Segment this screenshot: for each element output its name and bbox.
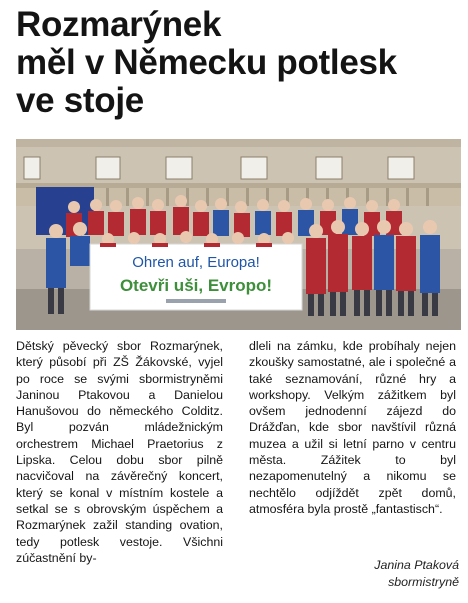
article-column-2 [249,338,456,517]
headline-line-1: Rozmarýnek [16,5,222,44]
author-name: Janina Ptaková [374,558,459,572]
author-role: sbormistryně [388,574,459,589]
article-column-1 [16,338,223,566]
article-paragraph-1: Dětský pěvecký sbor Rozmarýnek, který působí při ZŠ Žákovské, vyjel po roce se svými sbormistryněmi Janinou Ptakovou a Danielou Hanušovou do německého Colditz. Byl pozván mládežnickým orchestrem Michael Praetorius z Lipska. Celou dobu sbor pilně nacvičoval na závěrečný koncert, který se konal v místním kostele a setkal se s obrovským úspěchem a Rozmarýnek zažil standing ovation, tedy potlesk vestoje. Všichni zúčastnění by- [16,339,223,565]
banner-text-czech: Otevři uši, Evropo! [119,276,273,295]
headline-line-3: ve stoje [16,81,144,120]
article-body [16,338,462,588]
banner-text-german: Ohren auf, Europa! [132,254,260,271]
article-paragraph-2: dleli na zámku, kde probíhaly nejen zkoušky samostatné, ale i společné a také seznamování, různé hry a workshopy. Velkým zážitkem byl ovšem jednodenní zájezd do Drážďan, kde sbor navštívil různá muzea a užil si letní parno v centru města. Zážitek to byl nezapomenutelný a nikomu se nechtělo odjíždět zpět domů, atmosféra byla prostě „fantastisch“. [249,339,456,516]
headline [16,6,456,120]
author-byline [249,557,459,590]
choir-banner [90,244,302,310]
choir-photo [16,139,461,330]
headline-line-2: měl v Německu potlesk [16,43,397,82]
